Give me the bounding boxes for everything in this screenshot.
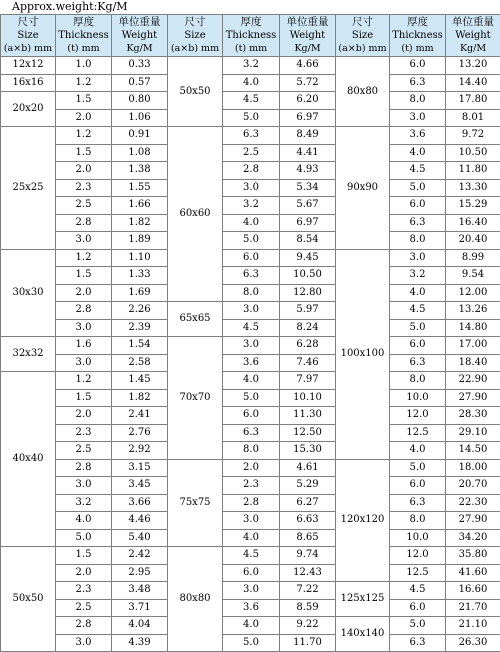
table-row bbox=[1, 372, 500, 390]
thickness-cell: 4.0 bbox=[56, 512, 112, 530]
table-row bbox=[1, 197, 500, 215]
weight-cell: 10.10 bbox=[280, 389, 336, 407]
weight-cell: 27.90 bbox=[446, 512, 500, 530]
table-row bbox=[1, 319, 500, 337]
thickness-cell: 3.6 bbox=[390, 127, 446, 145]
weight-cell: 4.93 bbox=[280, 162, 336, 180]
thickness-cell: 2.8 bbox=[223, 162, 280, 180]
thickness-cell: 12.5 bbox=[390, 424, 446, 442]
table-row bbox=[1, 337, 500, 355]
thickness-cell: 6.0 bbox=[390, 197, 446, 215]
thickness-cell: 3.0 bbox=[56, 319, 112, 337]
table-row bbox=[1, 634, 500, 652]
size-cell: 80x80 bbox=[336, 57, 390, 127]
thickness-cell: 5.0 bbox=[223, 109, 280, 127]
weight-cell: 7.46 bbox=[280, 354, 336, 372]
thickness-cell: 8.0 bbox=[390, 232, 446, 250]
weight-cell: 9.22 bbox=[280, 617, 336, 635]
thickness-cell: 3.0 bbox=[56, 232, 112, 250]
thickness-cell: 2.8 bbox=[56, 459, 112, 477]
weight-cell: 5.97 bbox=[280, 302, 336, 320]
weight-cell: 8.99 bbox=[446, 249, 500, 267]
weight-cell: 9.45 bbox=[280, 249, 336, 267]
thickness-header-col3: 厚度 Thickness (t) mm bbox=[390, 15, 446, 57]
weight-cell: 0.91 bbox=[112, 127, 168, 145]
weight-cell: 1.54 bbox=[112, 337, 168, 355]
table-row bbox=[1, 127, 500, 145]
weight-cell: 7.22 bbox=[280, 582, 336, 600]
weight-cell: 15.30 bbox=[280, 442, 336, 460]
thickness-cell: 4.0 bbox=[390, 144, 446, 162]
table-row bbox=[1, 354, 500, 372]
weight-cell: 18.00 bbox=[446, 459, 500, 477]
thickness-cell: 5.0 bbox=[390, 617, 446, 635]
thickness-cell: 3.0 bbox=[390, 109, 446, 127]
square-tube-weight-table bbox=[0, 14, 500, 652]
weight-cell: 4.39 bbox=[112, 634, 168, 652]
thickness-cell: 6.0 bbox=[223, 249, 280, 267]
size-cell: 50x50 bbox=[1, 547, 56, 652]
thickness-cell: 12.5 bbox=[390, 564, 446, 582]
thickness-cell: 2.0 bbox=[56, 564, 112, 582]
size-cell: 16x16 bbox=[1, 74, 56, 92]
weight-cell: 8.54 bbox=[280, 232, 336, 250]
thickness-cell: 12.0 bbox=[390, 407, 446, 425]
weight-cell: 2.26 bbox=[112, 302, 168, 320]
thickness-cell: 2.0 bbox=[56, 407, 112, 425]
thickness-cell: 3.0 bbox=[390, 249, 446, 267]
weight-cell: 1.82 bbox=[112, 389, 168, 407]
weight-cell: 8.49 bbox=[280, 127, 336, 145]
thickness-cell: 3.2 bbox=[223, 57, 280, 75]
thickness-cell: 3.0 bbox=[223, 582, 280, 600]
table-row bbox=[1, 617, 500, 635]
thickness-cell: 4.5 bbox=[390, 162, 446, 180]
table-row bbox=[1, 232, 500, 250]
weight-cell: 4.41 bbox=[280, 144, 336, 162]
weight-cell: 3.71 bbox=[112, 599, 168, 617]
weight-cell: 6.63 bbox=[280, 512, 336, 530]
thickness-cell: 2.8 bbox=[56, 617, 112, 635]
weight-cell: 16.40 bbox=[446, 214, 500, 232]
weight-cell: 14.40 bbox=[446, 74, 500, 92]
size-cell: 90x90 bbox=[336, 127, 390, 250]
weight-cell: 3.45 bbox=[112, 477, 168, 495]
weight-cell: 14.80 bbox=[446, 319, 500, 337]
thickness-cell: 2.8 bbox=[223, 494, 280, 512]
weight-cell: 6.97 bbox=[280, 109, 336, 127]
header-row bbox=[1, 15, 500, 57]
thickness-cell: 3.2 bbox=[223, 197, 280, 215]
table-row bbox=[1, 109, 500, 127]
weight-cell: 2.92 bbox=[112, 442, 168, 460]
weight-cell: 13.26 bbox=[446, 302, 500, 320]
table-row bbox=[1, 389, 500, 407]
table-row bbox=[1, 424, 500, 442]
thickness-cell: 5.0 bbox=[56, 529, 112, 547]
weight-cell: 14.50 bbox=[446, 442, 500, 460]
thickness-cell: 6.0 bbox=[390, 57, 446, 75]
thickness-cell: 2.8 bbox=[56, 302, 112, 320]
table-row bbox=[1, 529, 500, 547]
weight-cell: 5.29 bbox=[280, 477, 336, 495]
weight-cell: 9.54 bbox=[446, 267, 500, 285]
thickness-cell: 1.0 bbox=[56, 57, 112, 75]
thickness-cell: 4.0 bbox=[223, 617, 280, 635]
weight-cell: 21.10 bbox=[446, 617, 500, 635]
thickness-cell: 2.5 bbox=[56, 442, 112, 460]
size-header-col2: 尺寸 Size (a×b) mm bbox=[168, 15, 223, 57]
size-cell: 25x25 bbox=[1, 127, 56, 250]
weight-cell: 20.70 bbox=[446, 477, 500, 495]
size-cell: 20x20 bbox=[1, 92, 56, 127]
thickness-cell: 3.0 bbox=[223, 512, 280, 530]
thickness-cell: 1.2 bbox=[56, 372, 112, 390]
thickness-cell: 6.0 bbox=[390, 337, 446, 355]
thickness-cell: 1.5 bbox=[56, 389, 112, 407]
weight-cell: 41.60 bbox=[446, 564, 500, 582]
weight-cell: 1.66 bbox=[112, 197, 168, 215]
thickness-cell: 4.0 bbox=[223, 74, 280, 92]
thickness-cell: 4.5 bbox=[223, 547, 280, 565]
thickness-cell: 3.2 bbox=[390, 267, 446, 285]
table-row bbox=[1, 74, 500, 92]
thickness-cell: 2.3 bbox=[56, 179, 112, 197]
weight-cell: 6.97 bbox=[280, 214, 336, 232]
thickness-header-col1: 厚度 Thickness (t) mm bbox=[56, 15, 112, 57]
weight-cell: 21.70 bbox=[446, 599, 500, 617]
weight-caption: Approx.weight:Kg/M bbox=[12, 0, 128, 14]
weight-header-col1: 单位重量 Weight Kg/M bbox=[112, 15, 168, 57]
thickness-cell: 8.0 bbox=[390, 372, 446, 390]
table-body bbox=[1, 57, 500, 652]
table-row bbox=[1, 564, 500, 582]
thickness-cell: 4.5 bbox=[223, 319, 280, 337]
table-row bbox=[1, 407, 500, 425]
weight-cell: 12.80 bbox=[280, 284, 336, 302]
thickness-cell: 6.0 bbox=[223, 407, 280, 425]
weight-cell: 1.38 bbox=[112, 162, 168, 180]
thickness-cell: 1.5 bbox=[56, 92, 112, 110]
weight-cell: 5.67 bbox=[280, 197, 336, 215]
size-cell: 65x65 bbox=[168, 302, 223, 337]
size-cell: 30x30 bbox=[1, 249, 56, 337]
table-row bbox=[1, 459, 500, 477]
size-cell: 60x60 bbox=[168, 127, 223, 302]
weight-cell: 1.89 bbox=[112, 232, 168, 250]
table-row bbox=[1, 214, 500, 232]
thickness-cell: 10.0 bbox=[390, 389, 446, 407]
thickness-cell: 4.0 bbox=[223, 372, 280, 390]
thickness-cell: 1.2 bbox=[56, 74, 112, 92]
weight-cell: 3.15 bbox=[112, 459, 168, 477]
table-row bbox=[1, 547, 500, 565]
thickness-cell: 6.3 bbox=[223, 267, 280, 285]
thickness-cell: 4.0 bbox=[390, 442, 446, 460]
thickness-cell: 6.3 bbox=[390, 494, 446, 512]
thickness-cell: 3.0 bbox=[56, 634, 112, 652]
thickness-cell: 3.2 bbox=[56, 494, 112, 512]
thickness-cell: 8.0 bbox=[390, 92, 446, 110]
thickness-cell: 1.5 bbox=[56, 144, 112, 162]
thickness-cell: 10.0 bbox=[390, 529, 446, 547]
thickness-header-col2: 厚度 Thickness (t) mm bbox=[223, 15, 280, 57]
weight-cell: 1.06 bbox=[112, 109, 168, 127]
thickness-cell: 6.3 bbox=[223, 424, 280, 442]
thickness-cell: 5.0 bbox=[390, 179, 446, 197]
weight-cell: 1.45 bbox=[112, 372, 168, 390]
weight-cell: 12.43 bbox=[280, 564, 336, 582]
thickness-cell: 6.3 bbox=[390, 634, 446, 652]
size-cell: 125x125 bbox=[336, 582, 390, 617]
thickness-cell: 2.5 bbox=[56, 599, 112, 617]
weight-cell: 8.59 bbox=[280, 599, 336, 617]
weight-cell: 2.41 bbox=[112, 407, 168, 425]
weight-cell: 6.27 bbox=[280, 494, 336, 512]
weight-cell: 2.76 bbox=[112, 424, 168, 442]
weight-cell: 13.30 bbox=[446, 179, 500, 197]
size-cell: 100x100 bbox=[336, 249, 390, 459]
weight-cell: 27.90 bbox=[446, 389, 500, 407]
weight-cell: 3.66 bbox=[112, 494, 168, 512]
thickness-cell: 2.3 bbox=[56, 424, 112, 442]
weight-cell: 11.70 bbox=[280, 634, 336, 652]
thickness-cell: 6.3 bbox=[223, 127, 280, 145]
thickness-cell: 1.2 bbox=[56, 127, 112, 145]
thickness-cell: 1.5 bbox=[56, 267, 112, 285]
table-row bbox=[1, 162, 500, 180]
thickness-cell: 6.0 bbox=[223, 564, 280, 582]
weight-cell: 29.10 bbox=[446, 424, 500, 442]
table-row bbox=[1, 599, 500, 617]
table-row bbox=[1, 494, 500, 512]
weight-cell: 20.40 bbox=[446, 232, 500, 250]
thickness-cell: 2.3 bbox=[223, 477, 280, 495]
thickness-cell: 6.0 bbox=[390, 599, 446, 617]
table-row bbox=[1, 284, 500, 302]
table-row bbox=[1, 512, 500, 530]
thickness-cell: 4.5 bbox=[390, 582, 446, 600]
table-row bbox=[1, 477, 500, 495]
weight-cell: 6.20 bbox=[280, 92, 336, 110]
weight-cell: 1.82 bbox=[112, 214, 168, 232]
thickness-cell: 6.0 bbox=[390, 477, 446, 495]
table-row bbox=[1, 57, 500, 75]
thickness-cell: 4.0 bbox=[223, 214, 280, 232]
thickness-cell: 4.0 bbox=[390, 284, 446, 302]
weight-cell: 16.60 bbox=[446, 582, 500, 600]
weight-cell: 17.80 bbox=[446, 92, 500, 110]
thickness-cell: 2.0 bbox=[223, 459, 280, 477]
size-cell: 70x70 bbox=[168, 337, 223, 460]
size-header-col1: 尺寸 Size (a×b) mm bbox=[1, 15, 56, 57]
thickness-cell: 5.0 bbox=[390, 459, 446, 477]
size-cell: 40x40 bbox=[1, 372, 56, 547]
thickness-cell: 3.0 bbox=[223, 302, 280, 320]
weight-cell: 1.33 bbox=[112, 267, 168, 285]
weight-cell: 4.61 bbox=[280, 459, 336, 477]
weight-cell: 0.80 bbox=[112, 92, 168, 110]
thickness-cell: 6.3 bbox=[390, 354, 446, 372]
weight-cell: 9.74 bbox=[280, 547, 336, 565]
table-row bbox=[1, 267, 500, 285]
weight-cell: 4.46 bbox=[112, 512, 168, 530]
weight-cell: 0.33 bbox=[112, 57, 168, 75]
thickness-cell: 3.6 bbox=[223, 354, 280, 372]
size-cell: 75x75 bbox=[168, 459, 223, 547]
size-cell: 32x32 bbox=[1, 337, 56, 372]
weight-header-col2: 单位重量 Weight Kg/M bbox=[280, 15, 336, 57]
weight-cell: 5.72 bbox=[280, 74, 336, 92]
weight-cell: 10.50 bbox=[280, 267, 336, 285]
thickness-cell: 6.3 bbox=[390, 214, 446, 232]
weight-cell: 1.10 bbox=[112, 249, 168, 267]
weight-cell: 1.55 bbox=[112, 179, 168, 197]
table-row bbox=[1, 582, 500, 600]
weight-cell: 11.80 bbox=[446, 162, 500, 180]
thickness-cell: 3.0 bbox=[56, 477, 112, 495]
size-cell: 50x50 bbox=[168, 57, 223, 127]
weight-cell: 2.39 bbox=[112, 319, 168, 337]
size-cell: 80x80 bbox=[168, 547, 223, 652]
thickness-cell: 8.0 bbox=[223, 442, 280, 460]
weight-cell: 0.57 bbox=[112, 74, 168, 92]
thickness-cell: 4.5 bbox=[223, 92, 280, 110]
weight-cell: 2.42 bbox=[112, 547, 168, 565]
table-row bbox=[1, 144, 500, 162]
weight-cell: 8.01 bbox=[446, 109, 500, 127]
table-row bbox=[1, 92, 500, 110]
thickness-cell: 2.0 bbox=[56, 284, 112, 302]
thickness-cell: 2.8 bbox=[56, 214, 112, 232]
thickness-cell: 3.6 bbox=[223, 599, 280, 617]
thickness-cell: 2.5 bbox=[56, 197, 112, 215]
thickness-cell: 2.0 bbox=[56, 109, 112, 127]
weight-cell: 9.72 bbox=[446, 127, 500, 145]
weight-cell: 8.65 bbox=[280, 529, 336, 547]
thickness-cell: 5.0 bbox=[223, 389, 280, 407]
weight-cell: 17.00 bbox=[446, 337, 500, 355]
size-header-col3: 尺寸 Size (a×b) mm bbox=[336, 15, 390, 57]
size-cell: 12x12 bbox=[1, 57, 56, 75]
weight-cell: 5.34 bbox=[280, 179, 336, 197]
thickness-cell: 3.0 bbox=[56, 354, 112, 372]
weight-cell: 10.50 bbox=[446, 144, 500, 162]
thickness-cell: 3.0 bbox=[223, 179, 280, 197]
weight-cell: 18.40 bbox=[446, 354, 500, 372]
weight-cell: 2.58 bbox=[112, 354, 168, 372]
thickness-cell: 8.0 bbox=[390, 512, 446, 530]
weight-cell: 15.29 bbox=[446, 197, 500, 215]
thickness-cell: 5.0 bbox=[223, 634, 280, 652]
weight-cell: 12.00 bbox=[446, 284, 500, 302]
thickness-cell: 2.0 bbox=[56, 162, 112, 180]
weight-cell: 35.80 bbox=[446, 547, 500, 565]
weight-cell: 2.95 bbox=[112, 564, 168, 582]
thickness-cell: 5.0 bbox=[223, 232, 280, 250]
thickness-cell: 4.0 bbox=[223, 529, 280, 547]
thickness-cell: 5.0 bbox=[390, 319, 446, 337]
table-row bbox=[1, 442, 500, 460]
weight-cell: 28.30 bbox=[446, 407, 500, 425]
table-row bbox=[1, 179, 500, 197]
size-cell: 120x120 bbox=[336, 459, 390, 582]
weight-cell: 3.48 bbox=[112, 582, 168, 600]
weight-cell: 12.50 bbox=[280, 424, 336, 442]
weight-cell: 6.28 bbox=[280, 337, 336, 355]
weight-cell: 1.69 bbox=[112, 284, 168, 302]
weight-cell: 7.97 bbox=[280, 372, 336, 390]
weight-cell: 34.20 bbox=[446, 529, 500, 547]
weight-cell: 1.08 bbox=[112, 144, 168, 162]
thickness-cell: 2.5 bbox=[223, 144, 280, 162]
thickness-cell: 4.5 bbox=[390, 302, 446, 320]
thickness-cell: 6.3 bbox=[390, 74, 446, 92]
table-row bbox=[1, 249, 500, 267]
thickness-cell: 1.5 bbox=[56, 547, 112, 565]
weight-cell: 22.30 bbox=[446, 494, 500, 512]
weight-cell: 22.90 bbox=[446, 372, 500, 390]
weight-cell: 11.30 bbox=[280, 407, 336, 425]
thickness-cell: 8.0 bbox=[223, 284, 280, 302]
thickness-cell: 1.6 bbox=[56, 337, 112, 355]
weight-cell: 4.66 bbox=[280, 57, 336, 75]
weight-header-col3: 单位重量 Weight Kg/M bbox=[446, 15, 500, 57]
weight-cell: 4.04 bbox=[112, 617, 168, 635]
size-cell: 140x140 bbox=[336, 617, 390, 652]
thickness-cell: 2.3 bbox=[56, 582, 112, 600]
thickness-cell: 12.0 bbox=[390, 547, 446, 565]
thickness-cell: 3.0 bbox=[223, 337, 280, 355]
weight-cell: 5.40 bbox=[112, 529, 168, 547]
weight-cell: 8.24 bbox=[280, 319, 336, 337]
thickness-cell: 1.2 bbox=[56, 249, 112, 267]
weight-cell: 26.30 bbox=[446, 634, 500, 652]
weight-cell: 13.20 bbox=[446, 57, 500, 75]
table-row bbox=[1, 302, 500, 320]
